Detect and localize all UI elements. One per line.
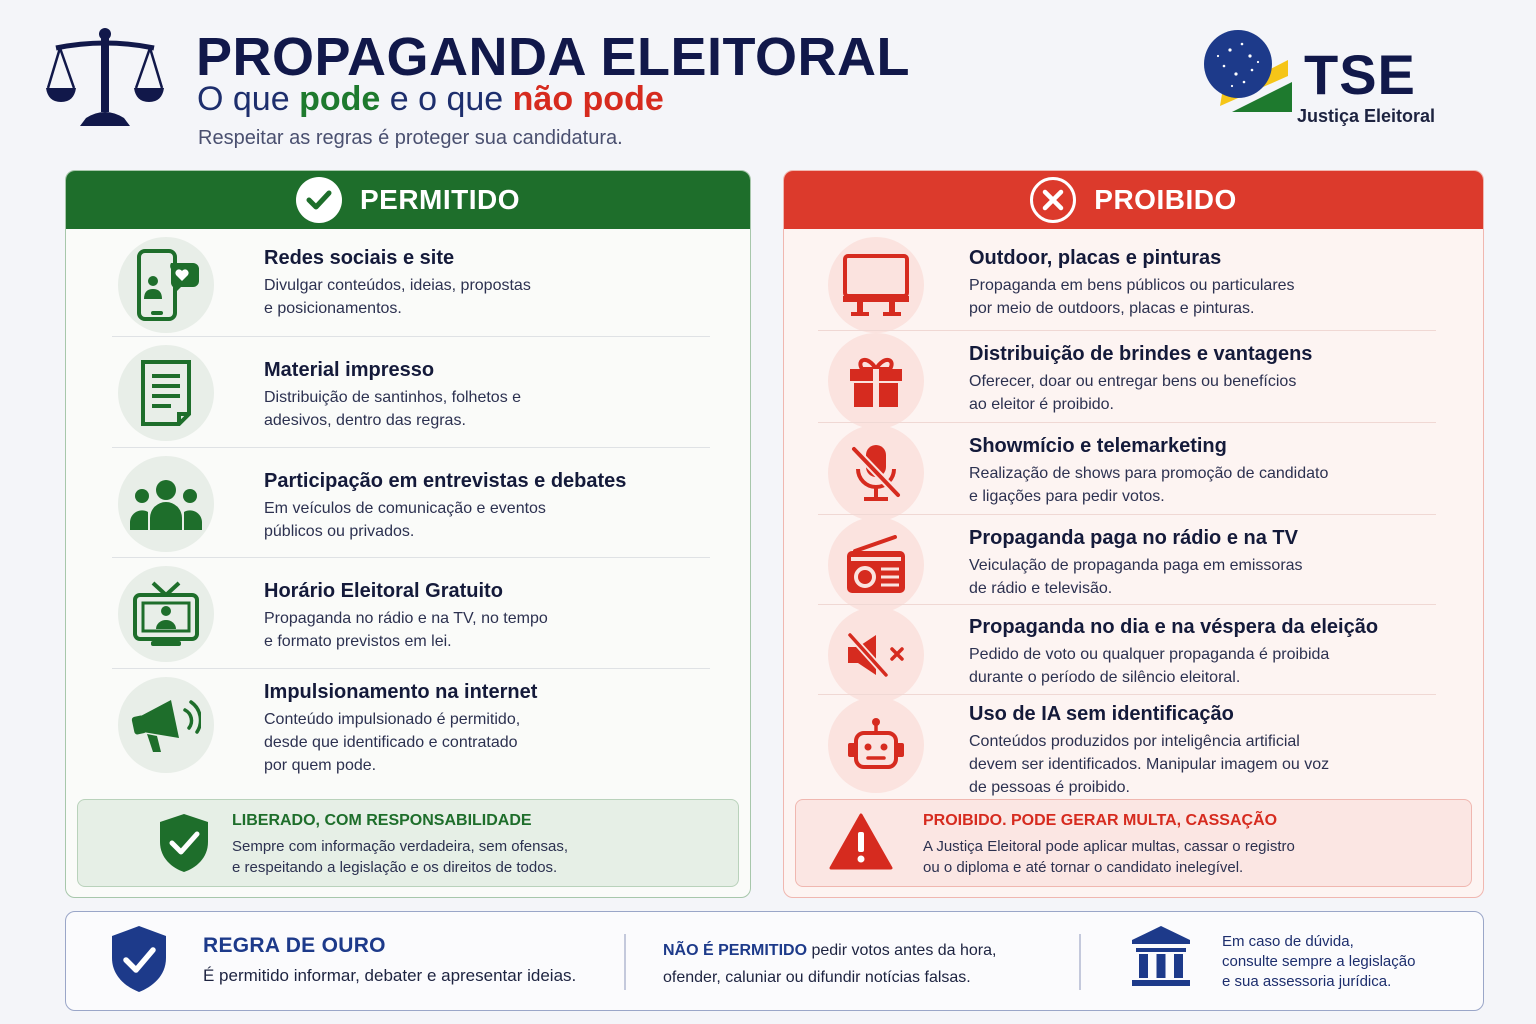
item-text [969,527,1303,600]
item-desc: Veiculação de propaganda paga em emissoras de rádio e televisão. [969,557,1303,597]
item-desc: Propaganda no rádio e na TV, no tempo e formato previstos em lei. [264,610,548,650]
note-title: PROIBIDO. PODE GERAR MULTA, CASSAÇÃO [923,812,1278,829]
warning-icon [828,812,894,872]
permitido-item-material-impresso [66,345,750,445]
microphone-off-icon [828,425,924,521]
item-text [264,247,531,320]
permitido-item-horario-eleitoral [66,566,750,666]
divider [818,422,1436,423]
proibido-item-ia [784,697,1483,797]
item-title: Uso de IA sem identificação [969,703,1234,725]
subtitle-text: O que [197,80,300,118]
item-title: Redes sociais e site [264,247,455,269]
robot-icon [828,697,924,793]
not-permitted-bold: NÃO É PERMITIDO [663,942,808,959]
permitido-item-entrevistas-debates [66,456,750,556]
subtitle-nao-pode: não pode [512,80,664,118]
billboard-icon [828,237,924,333]
gift-icon [828,333,924,429]
item-text [969,247,1295,320]
radio-icon [828,517,924,613]
item-title: Outdoor, placas e pinturas [969,247,1222,269]
item-text [969,616,1378,689]
permitido-item-redes-sociais [66,237,750,337]
proibido-item-dia-eleicao [784,607,1483,697]
shield-check-icon [156,812,212,874]
tse-logo-text: TSE [1304,43,1416,106]
item-title: Material impresso [264,359,435,381]
permitido-panel [65,170,751,898]
note-text [232,812,568,878]
divider [818,514,1436,515]
divider [112,447,710,448]
item-desc: Distribuição de santinhos, folhetos e adesivos, dentro das regras. [264,389,522,429]
footer-box [65,911,1484,1011]
shield-check-icon [108,924,170,994]
item-desc: Conteúdos produzidos por inteligência artificial devem ser identificados. Manipular imagem ou voz de pessoas é proibido. [969,733,1330,796]
divider [1079,934,1081,990]
proibido-item-showmicio [784,425,1483,515]
divider [818,330,1436,331]
item-desc: Realização de shows para promoção de candidato e ligações para pedir votos. [969,465,1329,505]
item-title: Propaganda no dia e na véspera da eleição [969,616,1379,638]
not-permitted-text [663,937,996,991]
item-text [264,681,537,777]
subtitle-text: e o que [380,80,513,118]
golden-rule-title: REGRA DE OURO [203,934,386,957]
item-text [264,359,521,432]
subtitle-pode: pode [299,80,381,118]
item-desc: Divulgar conteúdos, ideias, propostas e posicionamentos. [264,277,531,317]
page-title: PROPAGANDA ELEITORAL [196,27,911,87]
permitido-item-impulsionamento [66,677,750,787]
tagline: Respeitar as regras é proteger sua candidatura. [198,127,623,149]
item-title: Participação em entrevistas e debates [264,470,627,492]
proibido-note [795,799,1472,887]
item-desc: Propaganda em bens públicos ou particulares por meio de outdoors, placas e pinturas. [969,277,1295,317]
tse-logo-subtitle: Justiça Eleitoral [1297,106,1436,126]
item-desc: Em veículos de comunicação e eventos públicos ou privados. [264,500,546,540]
legal-advice-text: Em caso de dúvida, consulte sempre a legislação e sua assessoria jurídica. [1222,933,1416,990]
proibido-header [784,171,1483,229]
item-title: Impulsionamento na internet [264,681,538,703]
divider [112,336,710,337]
item-text [969,343,1312,416]
item-title: Propaganda paga no rádio e na TV [969,527,1298,549]
page-subtitle [197,80,664,119]
item-text [264,580,548,653]
not-permitted-line2: ofender, caluniar ou difundir notícias falsas. [663,969,971,986]
item-text [969,703,1329,799]
proibido-item-brindes [784,333,1483,423]
item-title: Distribuição de brindes e vantagens [969,343,1313,365]
item-title: Showmício e telemarketing [969,435,1227,457]
tse-logo-icon [1202,26,1292,112]
divider [112,557,710,558]
item-text [264,470,626,543]
not-permitted-rest: pedir votos antes da hora, [807,942,997,959]
proibido-title: PROIBIDO [1094,184,1237,215]
note-desc: A Justiça Eleitoral pode aplicar multas, cassar o registro ou o diploma e até tornar o candidato inelegível. [923,838,1295,876]
document-icon [118,345,214,441]
divider [818,604,1436,605]
item-title: Horário Eleitoral Gratuito [264,580,503,602]
golden-rule-desc: É permitido informar, debater e apresentar ideias. [203,966,577,985]
tv-icon [118,566,214,662]
group-icon [118,456,214,552]
proibido-item-outdoor [784,237,1483,327]
item-desc: Conteúdo impulsionado é permitido, desde que identificado e contratado por quem pode. [264,711,521,774]
divider [112,668,710,669]
note-text [923,812,1295,878]
note-desc: Sempre com informação verdadeira, sem ofensas, e respeitando a legislação e os direitos de todos. [232,838,568,876]
x-circle-icon [1030,177,1076,223]
item-desc: Pedido de voto ou qualquer propaganda é proibida durante o período de silêncio eleitoral. [969,646,1330,686]
smartphone-chat-icon [118,237,214,333]
divider [624,934,626,990]
courthouse-icon [1130,924,1192,988]
check-circle-icon [296,177,342,223]
item-text [969,435,1328,508]
scales-of-justice-icon [46,26,164,132]
permitido-title: PERMITIDO [359,184,521,215]
speaker-mute-icon [828,607,924,703]
note-title: LIBERADO, COM RESPONSABILIDADE [232,812,532,829]
megaphone-icon [118,677,214,773]
proibido-panel [783,170,1484,898]
permitido-note [77,799,739,887]
proibido-item-radio-tv [784,517,1483,607]
permitido-header [66,171,750,229]
divider [818,694,1436,695]
item-desc: Oferecer, doar ou entregar bens ou benefícios ao eleitor é proibido. [969,373,1297,413]
golden-rule [203,934,576,986]
